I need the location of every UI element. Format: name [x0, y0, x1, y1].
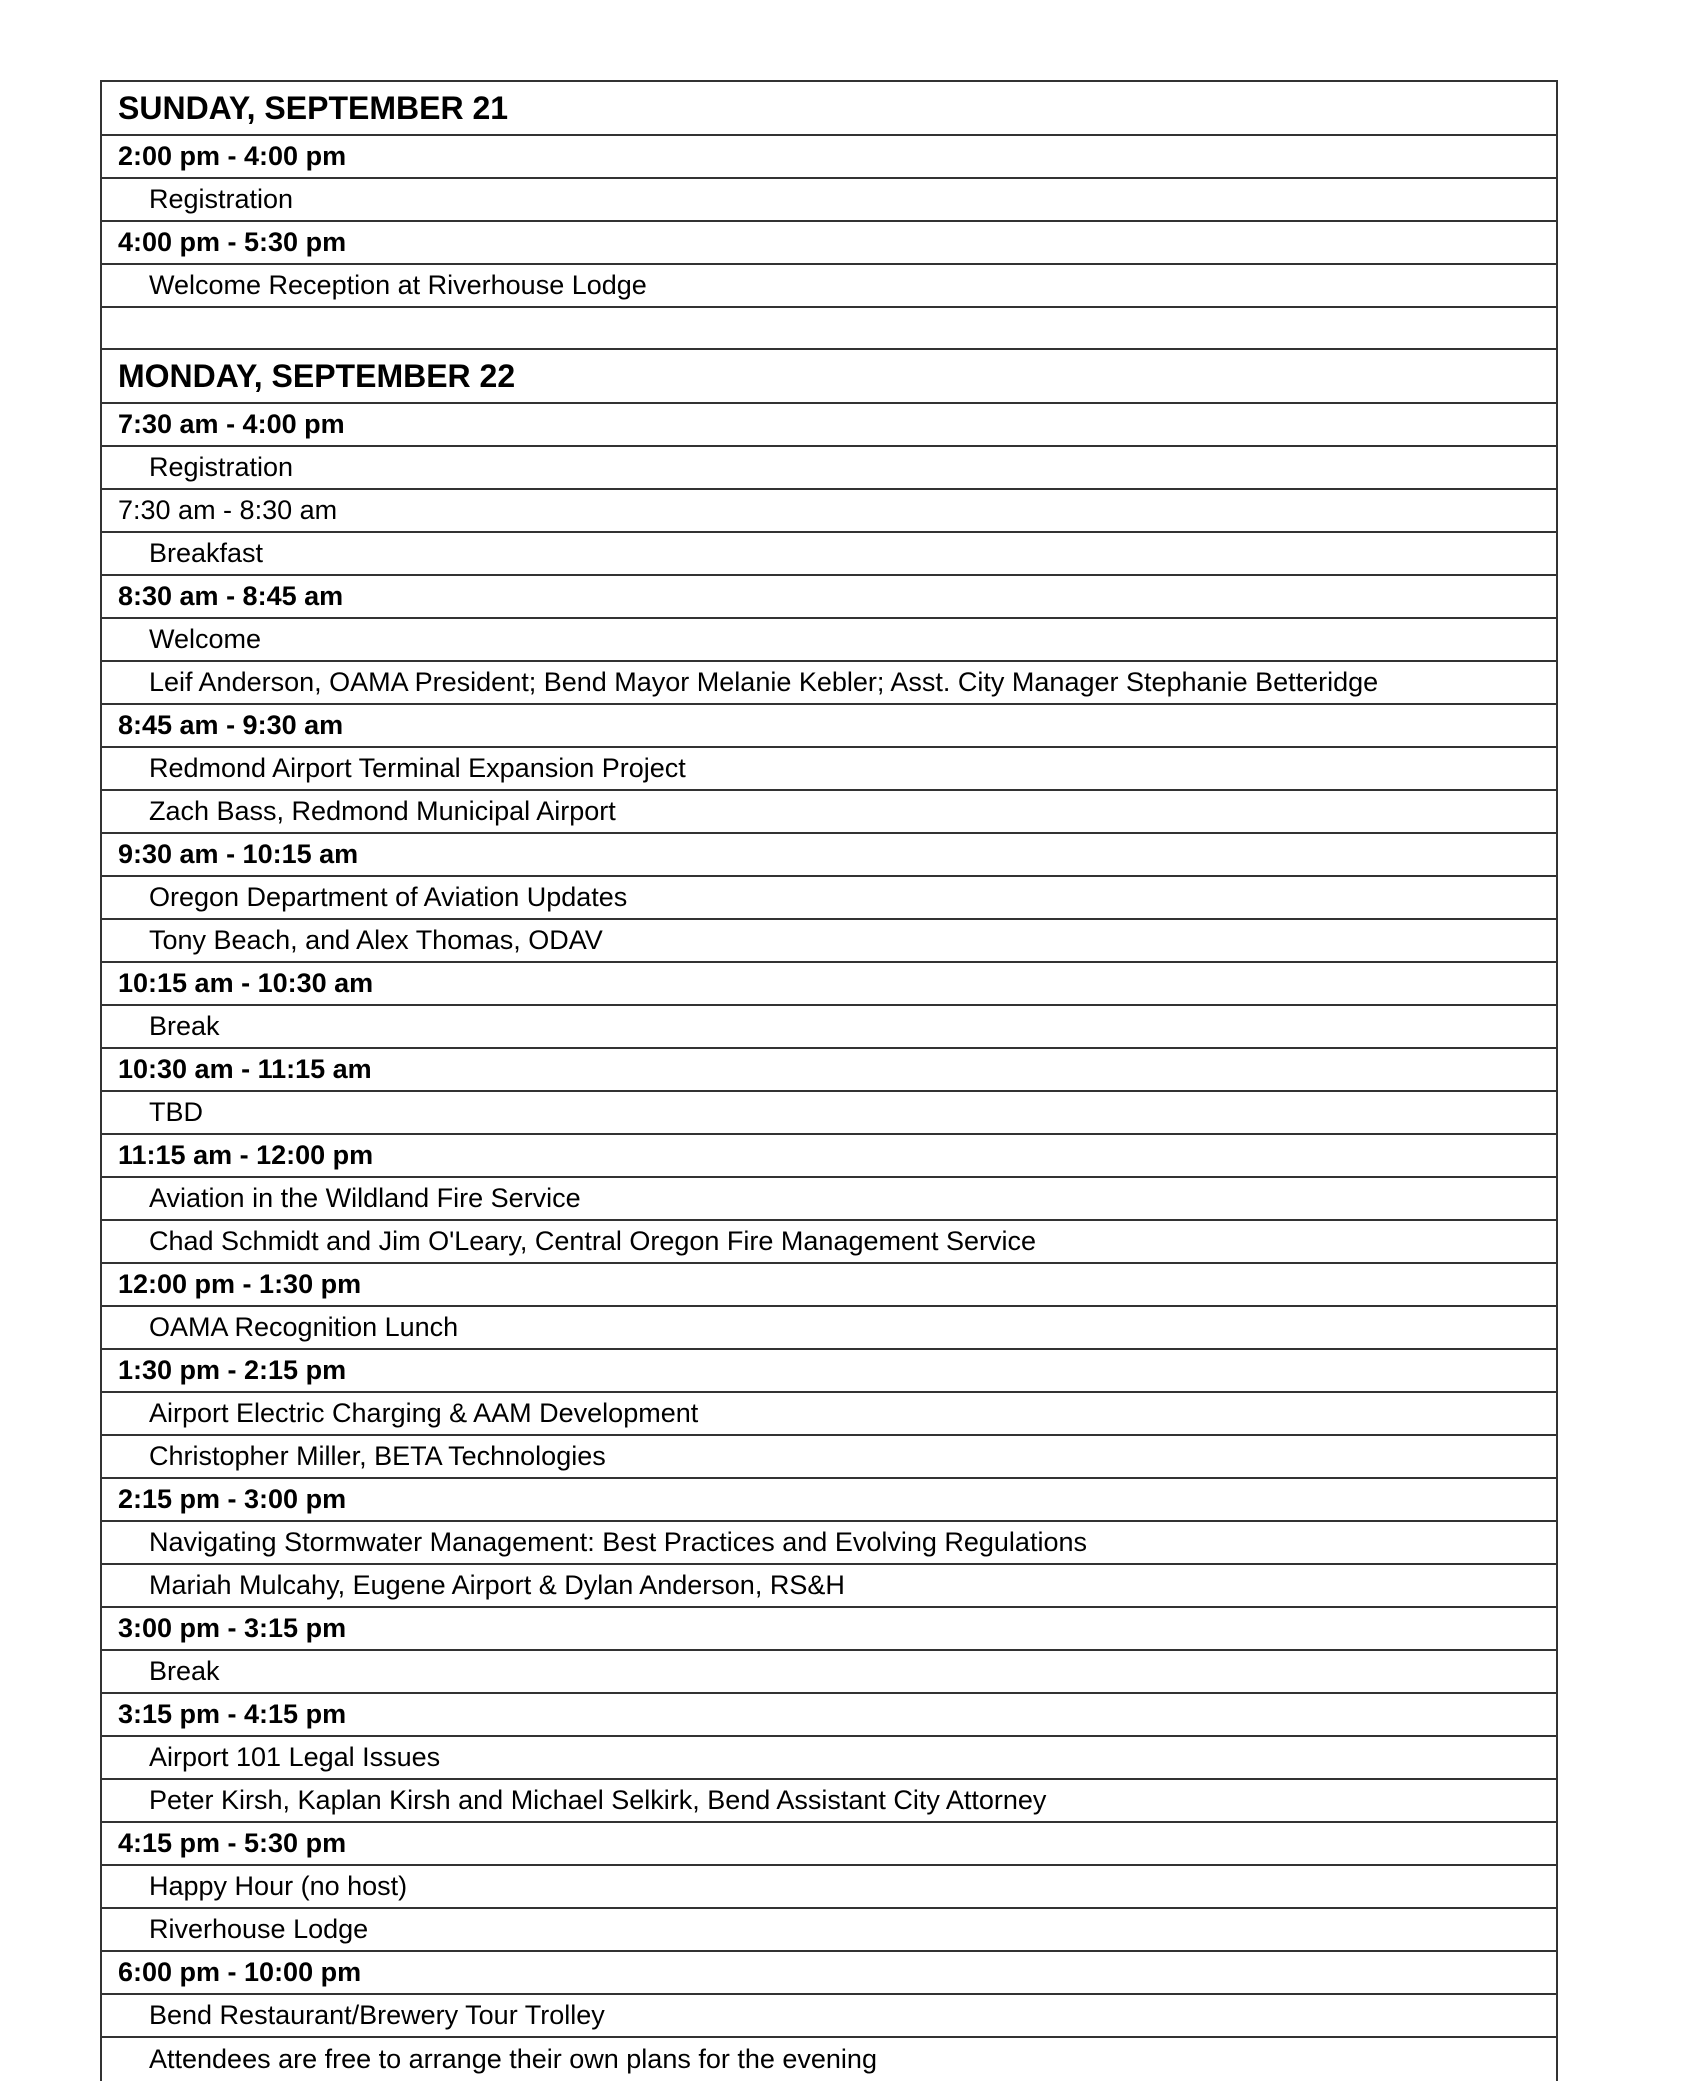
session-time: 11:15 am - 12:00 pm [102, 1135, 1556, 1178]
session-speaker: Mariah Mulcahy, Eugene Airport & Dylan Anderson, RS&H [102, 1565, 1556, 1608]
agenda-table [100, 80, 1558, 2081]
session-time: 12:00 pm - 1:30 pm [102, 1264, 1556, 1307]
session-item: Break [102, 1006, 1556, 1049]
session-time: 6:00 pm - 10:00 pm [102, 1952, 1556, 1995]
session-time: 3:15 pm - 4:15 pm [102, 1694, 1556, 1737]
session-time: 8:30 am - 8:45 am [102, 576, 1556, 619]
session-item: TBD [102, 1092, 1556, 1135]
session-time: 3:00 pm - 3:15 pm [102, 1608, 1556, 1651]
session-item: OAMA Recognition Lunch [102, 1307, 1556, 1350]
blank-row [102, 308, 1556, 350]
day-heading-monday: MONDAY, SEPTEMBER 22 [102, 350, 1556, 404]
session-time: 7:30 am - 8:30 am [102, 490, 1556, 533]
session-item: Happy Hour (no host) [102, 1866, 1556, 1909]
session-time: 4:00 pm - 5:30 pm [102, 222, 1556, 265]
session-item: Navigating Stormwater Management: Best Practices and Evolving Regulations [102, 1522, 1556, 1565]
session-item: Bend Restaurant/Brewery Tour Trolley [102, 1995, 1556, 2038]
session-speaker: Chad Schmidt and Jim O'Leary, Central Oregon Fire Management Service [102, 1221, 1556, 1264]
session-time: 2:15 pm - 3:00 pm [102, 1479, 1556, 1522]
session-item: Welcome Reception at Riverhouse Lodge [102, 265, 1556, 308]
day-heading-sunday: SUNDAY, SEPTEMBER 21 [102, 82, 1556, 136]
session-item: Oregon Department of Aviation Updates [102, 877, 1556, 920]
session-item: Welcome [102, 619, 1556, 662]
session-speaker: Peter Kirsh, Kaplan Kirsh and Michael Selkirk, Bend Assistant City Attorney [102, 1780, 1556, 1823]
session-time: 4:15 pm - 5:30 pm [102, 1823, 1556, 1866]
session-item: Breakfast [102, 533, 1556, 576]
session-time: 1:30 pm - 2:15 pm [102, 1350, 1556, 1393]
session-note: Attendees are free to arrange their own plans for the evening [149, 2044, 877, 2074]
session-speaker: Christopher Miller, BETA Technologies [102, 1436, 1556, 1479]
session-time: 10:30 am - 11:15 am [102, 1049, 1556, 1092]
session-speaker: Zach Bass, Redmond Municipal Airport [102, 791, 1556, 834]
session-item: Registration [102, 447, 1556, 490]
session-item: Break [102, 1651, 1556, 1694]
session-item: Aviation in the Wildland Fire Service [102, 1178, 1556, 1221]
session-time: 8:45 am - 9:30 am [102, 705, 1556, 748]
session-item: Registration [102, 179, 1556, 222]
session-time: 7:30 am - 4:00 pm [102, 404, 1556, 447]
session-time: 9:30 am - 10:15 am [102, 834, 1556, 877]
session-time: 2:00 pm - 4:00 pm [102, 136, 1556, 179]
session-time: 10:15 am - 10:30 am [102, 963, 1556, 1006]
session-item: Redmond Airport Terminal Expansion Project [102, 748, 1556, 791]
session-item: Airport Electric Charging & AAM Development [102, 1393, 1556, 1436]
session-speaker: Leif Anderson, OAMA President; Bend Mayor Melanie Kebler; Asst. City Manager Stephanie Betteridge [102, 662, 1556, 705]
session-item: Airport 101 Legal Issues [102, 1737, 1556, 1780]
session-location: Riverhouse Lodge [102, 1909, 1556, 1952]
session-speaker: Tony Beach, and Alex Thomas, ODAV [102, 920, 1556, 963]
